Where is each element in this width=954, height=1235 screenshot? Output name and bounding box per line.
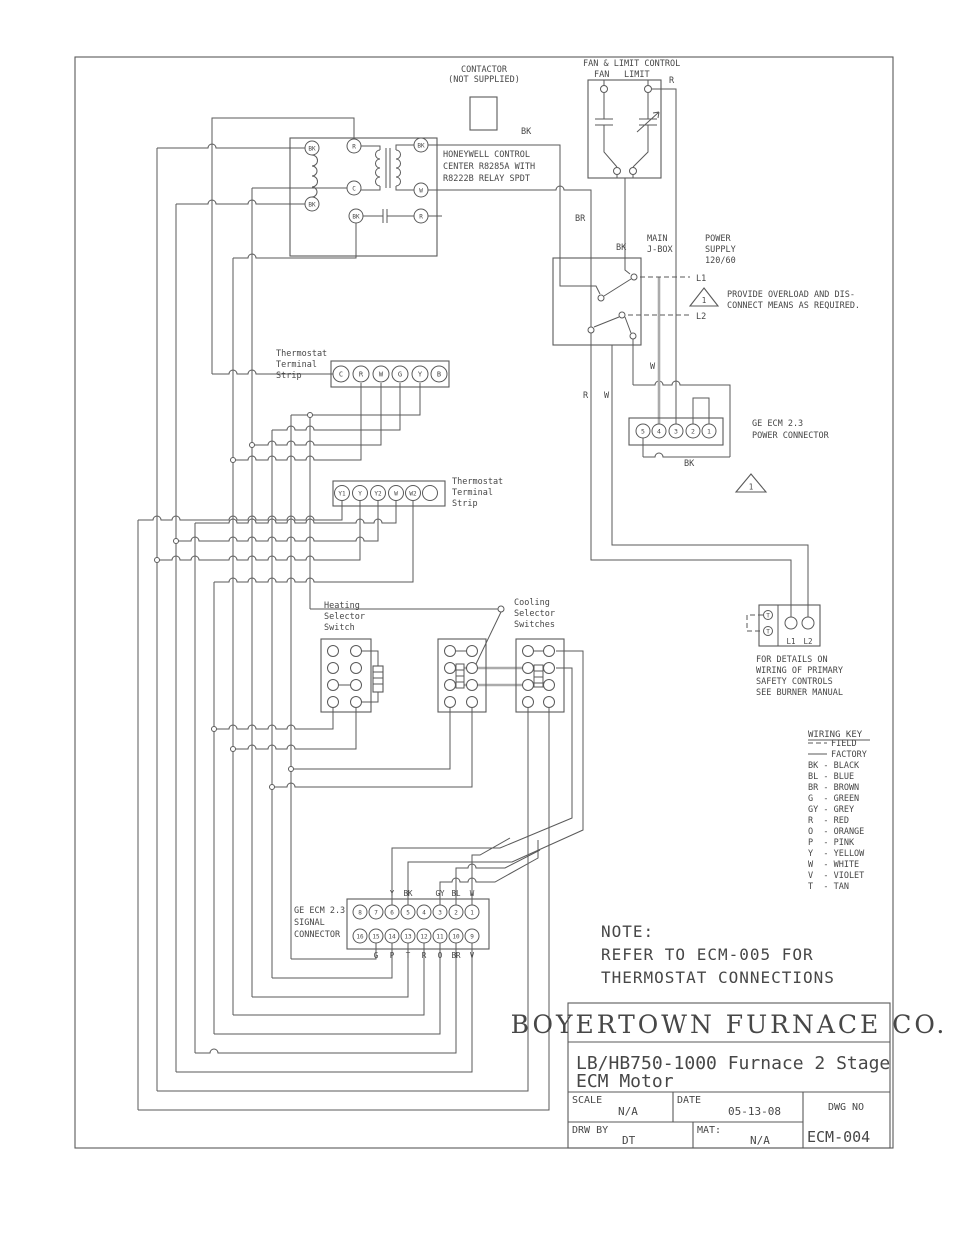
svg-text:(NOT SUPPLIED): (NOT SUPPLIED) xyxy=(448,75,520,85)
svg-text:BL: BL xyxy=(451,889,461,898)
l1-label: L1 xyxy=(696,274,707,284)
svg-text:13: 13 xyxy=(404,933,412,941)
svg-text:T: T xyxy=(766,628,770,636)
svg-text:10: 10 xyxy=(452,933,460,941)
svg-text:15: 15 xyxy=(372,933,380,941)
svg-text:W: W xyxy=(419,187,423,195)
heating-selector-switch xyxy=(321,601,383,712)
svg-text:G - GREEN: G - GREEN xyxy=(808,794,860,804)
svg-text:LIMIT: LIMIT xyxy=(624,70,650,80)
svg-text:6: 6 xyxy=(390,909,394,917)
svg-text:11: 11 xyxy=(436,933,444,941)
cooling-label: Cooling xyxy=(514,598,550,608)
svg-text:O - ORANGE: O - ORANGE xyxy=(808,827,865,837)
svg-text:Switch: Switch xyxy=(324,623,355,633)
power-connector xyxy=(583,362,830,492)
svg-text:Y: Y xyxy=(417,370,423,379)
svg-text:2: 2 xyxy=(691,427,695,436)
svg-text:Y - YELLOW: Y - YELLOW xyxy=(808,849,865,859)
svg-text:3: 3 xyxy=(674,427,678,436)
svg-text:4: 4 xyxy=(422,909,426,917)
svg-text:120/60: 120/60 xyxy=(705,256,736,266)
jbox-label: MAIN xyxy=(647,234,668,244)
svg-text:4: 4 xyxy=(657,427,661,436)
jbox-box xyxy=(553,258,641,345)
svg-text:O: O xyxy=(437,951,443,960)
svg-text:Strip: Strip xyxy=(276,371,302,381)
wire-label-w: W xyxy=(650,362,656,372)
burner-terminal-block xyxy=(756,605,843,698)
svg-text:BK - BLACK: BK - BLACK xyxy=(808,761,860,771)
title-block xyxy=(511,1003,948,1148)
svg-text:14: 14 xyxy=(388,933,396,941)
svg-text:FACTORY: FACTORY xyxy=(831,750,867,760)
svg-text:2: 2 xyxy=(454,909,458,917)
svg-text:SCALE: SCALE xyxy=(572,1095,603,1106)
cooling-selector-switches xyxy=(438,598,564,712)
svg-text:V: V xyxy=(469,951,475,960)
svg-text:BK: BK xyxy=(352,213,360,221)
svg-text:L1: L1 xyxy=(786,637,796,646)
l2-label: L2 xyxy=(696,312,707,322)
svg-text:SAFETY CONTROLS: SAFETY CONTROLS xyxy=(756,677,833,687)
svg-text:BK: BK xyxy=(403,889,413,898)
date-value: 05-13-08 xyxy=(728,1105,781,1118)
company-name: BOYERTOWN FURNACE CO. xyxy=(510,1010,948,1039)
svg-text:G: G xyxy=(373,951,379,960)
svg-text:Selector: Selector xyxy=(514,609,555,619)
svg-text:C: C xyxy=(352,185,356,193)
svg-text:REFER TO ECM-005 FOR: REFER TO ECM-005 FOR xyxy=(601,945,814,964)
svg-text:9: 9 xyxy=(470,933,474,941)
svg-text:POWER CONNECTOR: POWER CONNECTOR xyxy=(752,431,829,441)
svg-text:FIELD: FIELD xyxy=(831,739,857,749)
svg-text:BR - BROWN: BR - BROWN xyxy=(808,783,860,793)
svg-text:BK: BK xyxy=(308,145,316,153)
svg-text:R - RED: R - RED xyxy=(808,816,849,826)
note-title: NOTE: xyxy=(601,922,655,941)
wire-label-br: BR xyxy=(575,214,586,224)
svg-text:1: 1 xyxy=(707,427,711,436)
svg-text:DRW BY: DRW BY xyxy=(572,1125,609,1136)
honeywell-label: HONEYWELL CONTROL xyxy=(443,150,530,160)
svg-text:Selector: Selector xyxy=(324,612,365,622)
svg-text:DATE: DATE xyxy=(677,1095,702,1106)
scale-value: N/A xyxy=(618,1105,638,1118)
svg-text:P - PINK: P - PINK xyxy=(808,838,855,848)
svg-text:R8222B RELAY SPDT: R8222B RELAY SPDT xyxy=(443,174,530,184)
svg-text:WIRING OF PRIMARY: WIRING OF PRIMARY xyxy=(756,666,843,676)
svg-text:Y2: Y2 xyxy=(374,490,382,498)
wiring-key xyxy=(808,730,870,892)
svg-text:MAT:: MAT: xyxy=(697,1125,722,1136)
mat-value: N/A xyxy=(750,1134,770,1147)
svg-text:SIGNAL: SIGNAL xyxy=(294,918,325,928)
svg-text:R: R xyxy=(352,143,356,151)
svg-text:DWG NO: DWG NO xyxy=(827,1102,865,1113)
svg-text:Y: Y xyxy=(389,889,395,898)
svg-text:BR: BR xyxy=(451,951,461,960)
svg-text:W: W xyxy=(378,370,384,379)
signal-connector-label: GE ECM 2.3 xyxy=(294,906,346,916)
svg-text:THERMOSTAT CONNECTIONS: THERMOSTAT CONNECTIONS xyxy=(601,968,835,987)
model-line: LB/HB750-1000 Furnace 2 Stage xyxy=(576,1053,891,1074)
svg-text:J-BOX: J-BOX xyxy=(647,245,673,255)
svg-text:1: 1 xyxy=(701,296,707,305)
thermostat-strip-2 xyxy=(333,477,503,509)
svg-text:BL - BLUE: BL - BLUE xyxy=(808,772,855,782)
svg-text:CONNECT MEANS AS REQUIRED.: CONNECT MEANS AS REQUIRED. xyxy=(727,301,861,311)
dwg-number: ECM-004 xyxy=(807,1128,871,1146)
svg-text:GY - GREY: GY - GREY xyxy=(808,805,855,815)
burner-note: FOR DETAILS ON xyxy=(756,655,828,665)
main-jbox xyxy=(553,234,860,345)
svg-text:V - VIOLET: V - VIOLET xyxy=(808,871,865,881)
thermostat-strip-1 xyxy=(276,349,449,387)
wire-label-bk2: BK xyxy=(616,243,627,253)
svg-text:T: T xyxy=(405,951,411,960)
power-supply-label: POWER xyxy=(705,234,731,244)
power-connector-label: GE ECM 2.3 xyxy=(752,419,804,429)
field-wiring-dashed xyxy=(628,277,763,631)
svg-text:ECM Motor: ECM Motor xyxy=(576,1071,674,1092)
svg-text:BK: BK xyxy=(417,142,425,150)
svg-text:T - TAN: T - TAN xyxy=(808,882,849,892)
svg-text:R: R xyxy=(358,370,364,379)
contactor-box xyxy=(470,97,497,130)
svg-text:Terminal: Terminal xyxy=(452,488,493,498)
svg-text:8: 8 xyxy=(358,909,362,917)
svg-text:1: 1 xyxy=(748,482,754,492)
svg-text:5: 5 xyxy=(406,909,410,917)
honeywell-control-center xyxy=(290,127,586,256)
note xyxy=(601,922,835,987)
strip2-label: Thermostat xyxy=(452,477,504,487)
svg-text:B: B xyxy=(436,370,442,379)
wire-label-bk: BK xyxy=(521,127,532,137)
svg-text:W2: W2 xyxy=(409,490,417,498)
wire-label-w2: W xyxy=(604,391,610,401)
svg-text:16: 16 xyxy=(356,933,364,941)
drw-value: DT xyxy=(622,1134,636,1147)
svg-text:R: R xyxy=(421,951,427,960)
svg-text:Terminal: Terminal xyxy=(276,360,317,370)
svg-text:CONNECTOR: CONNECTOR xyxy=(294,930,341,940)
svg-text:CENTER R8285A WITH: CENTER R8285A WITH xyxy=(443,162,536,172)
svg-text:T: T xyxy=(766,612,770,620)
svg-text:R: R xyxy=(419,213,423,221)
svg-text:1: 1 xyxy=(470,909,474,917)
heating-resistor xyxy=(373,666,383,692)
wire-label-r: R xyxy=(669,76,675,86)
svg-text:Y1: Y1 xyxy=(338,490,346,498)
svg-text:W: W xyxy=(394,490,398,498)
heating-label: Heating xyxy=(324,601,360,611)
wire-label-bk3: BK xyxy=(684,459,695,469)
svg-text:C: C xyxy=(338,370,344,379)
wiring-key-title: WIRING KEY xyxy=(808,730,863,740)
svg-text:G: G xyxy=(397,370,403,379)
svg-text:BK: BK xyxy=(308,201,316,209)
svg-text:Switches: Switches xyxy=(514,620,555,630)
svg-text:SUPPLY: SUPPLY xyxy=(705,245,736,255)
wire-label-r2: R xyxy=(583,391,589,401)
svg-text:P: P xyxy=(389,951,395,960)
svg-text:W: W xyxy=(469,889,475,898)
svg-text:5: 5 xyxy=(641,427,645,436)
cooling-comp-2 xyxy=(534,665,543,687)
svg-text:Strip: Strip xyxy=(452,499,478,509)
svg-text:Y: Y xyxy=(358,490,362,498)
svg-text:W - WHITE: W - WHITE xyxy=(808,860,860,870)
contactor xyxy=(448,65,520,130)
svg-text:FAN: FAN xyxy=(594,70,610,80)
svg-text:3: 3 xyxy=(438,909,442,917)
svg-text:7: 7 xyxy=(374,909,378,917)
svg-text:12: 12 xyxy=(420,933,428,941)
svg-text:GY: GY xyxy=(435,889,445,898)
svg-text:SEE BURNER MANUAL: SEE BURNER MANUAL xyxy=(756,688,843,698)
fan-limit-title: FAN & LIMIT CONTROL xyxy=(583,59,681,69)
fan-limit-box xyxy=(588,80,661,178)
overload-note: PROVIDE OVERLOAD AND DIS- xyxy=(727,290,855,300)
contactor-label: CONTACTOR xyxy=(460,65,508,75)
strip1-label: Thermostat xyxy=(276,349,328,359)
svg-text:L2: L2 xyxy=(803,637,813,646)
